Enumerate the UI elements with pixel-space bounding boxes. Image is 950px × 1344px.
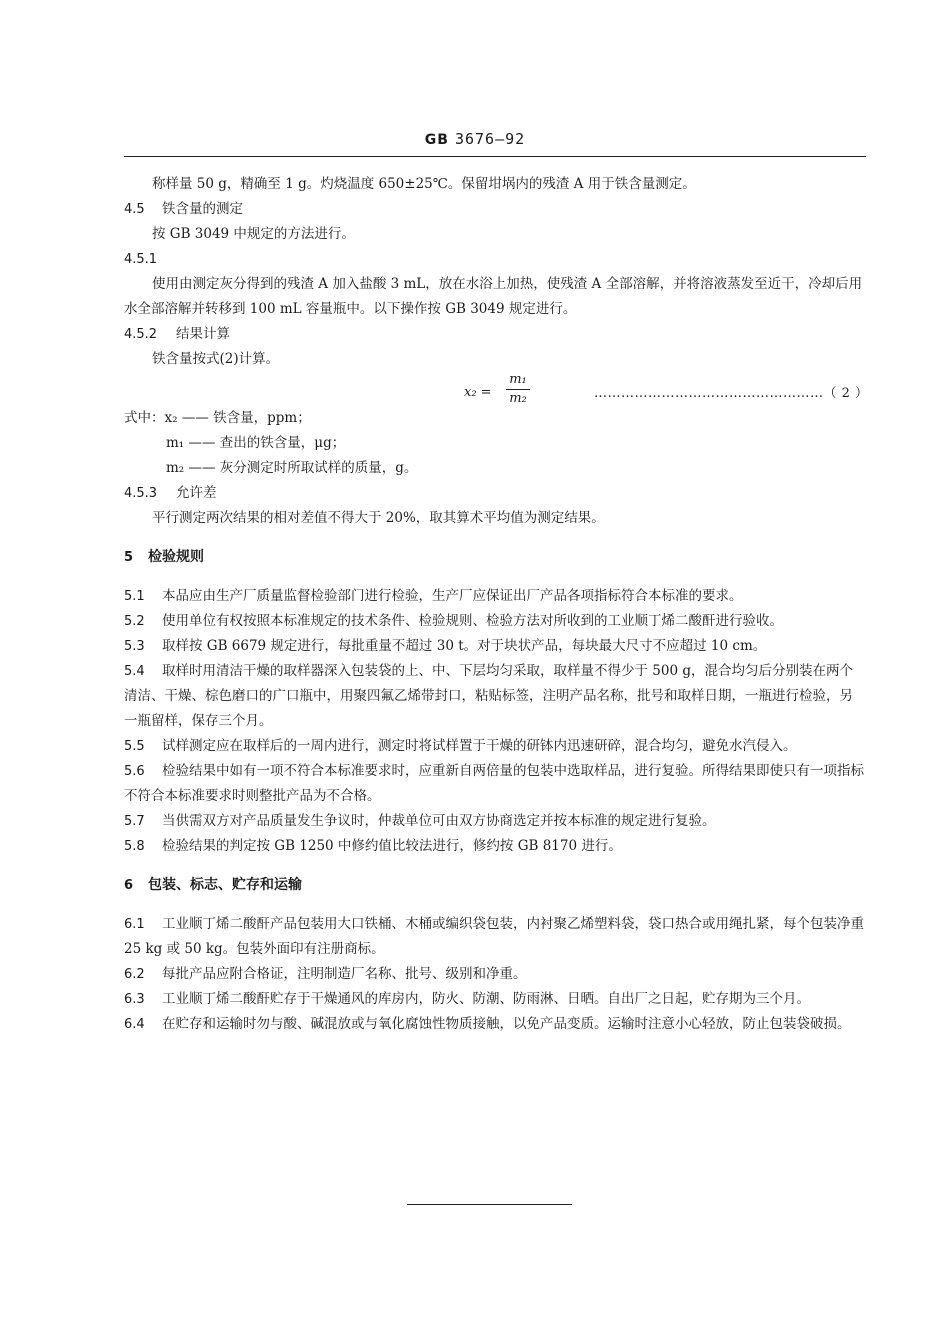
where-line-1: 式中：x₂ —— 铁含量，ppm； [124, 410, 311, 426]
clause-6-4: 6.4 在贮存和运输时勿与酸、碱混放或与氧化腐蚀性物质接触，以免产品变质。运输时注意小心轻放，防止包装袋破损。 [124, 1016, 851, 1032]
clause-6-3: 6.3 工业顺丁烯二酸酐贮存于干燥通风的库房内，防火、防潮、防雨淋、日晒。自出厂之日起，贮存期为三个月。 [124, 991, 810, 1007]
page-header [0, 130, 950, 148]
formula-2 [124, 372, 869, 406]
clause-5-4: 5.4 取样时用清洁干燥的取样器深入包装袋的上、中、下层均匀采取，取样量不得少于 500 g，混合均匀后分别装在两个清洁、干燥、棕色磨口的广口瓶中，用聚四氟乙烯带封口，粘贴标签，注明产品名称，批号和取样日期，一瓶进行检验，另一瓶留样，保存三个月。 [124, 663, 853, 729]
clause-5-1: 5.1 本品应由生产厂质量监督检验部门进行检验，生产厂应保证出厂产品各项指标符合本标准的要求。 [124, 588, 743, 604]
clause-5-6: 5.6 检验结果中如有一项不符合本标准要求时，应重新自两倍量的包装中选取样品，进行复验。所得结果即使只有一项指标不符合本标准要求时则整批产品为不合格。 [124, 763, 864, 804]
formula-numerator: m₁ [509, 372, 527, 387]
clause-5-3: 5.3 取样按 GB 6679 规定进行，每批重量不超过 30 t。对于块状产品，每块最大尺寸不应超过 10 cm。 [124, 638, 767, 654]
clause-5-5: 5.5 试样测定应在取样后的一周内进行，测定时将试样置于干燥的研钵内迅速研碎，混合均匀，避免水汽侵入。 [124, 738, 797, 754]
formula-fraction [506, 372, 530, 407]
clause-4-5-2-text: 铁含量按式(2)计算。 [152, 351, 280, 367]
standard-code: 3676—92 [454, 130, 526, 148]
where-line-2: m₁ —— 查出的铁含量，μg； [166, 435, 346, 451]
clause-4-5-heading: 4.5 铁含量的测定 [124, 201, 243, 217]
standard-prefix: GB [424, 132, 449, 148]
clause-6-2: 6.2 每批产品应附合格证，注明制造厂名称、批号、级别和净重。 [124, 966, 527, 982]
formula-number: ……………………………………………（ 2 ） [594, 386, 869, 401]
section-5-heading: 5 检验规则 [124, 549, 204, 565]
clause-4-5-text: 按 GB 3049 中规定的方法进行。 [152, 226, 355, 242]
formula-lhs: x₂ = [464, 385, 492, 400]
section-6-heading: 6 包装、标志、贮存和运输 [124, 877, 302, 893]
formula-denominator: m₂ [509, 391, 527, 406]
clause-5-2: 5.2 使用单位有权按照本标准规定的技术条件、检验规则、检验方法对所收到的工业顺丁烯二酸酐进行验收。 [124, 613, 783, 629]
where-line-3: m₂ —— 灰分测定时所取试样的质量，g。 [166, 460, 418, 476]
clause-5-7: 5.7 当供需双方对产品质量发生争议时，仲裁单位可由双方协商选定并按本标准的规定进行复验。 [124, 813, 716, 829]
clause-5-8: 5.8 检验结果的判定按 GB 1250 中修约值比较法进行，修约按 GB 8170 进行。 [124, 838, 622, 854]
clause-4-5-1-heading: 4.5.1 [124, 252, 158, 267]
clause-4-5-1-text: 使用由测定灰分得到的残渣 A 加入盐酸 3 mL，放在水浴上加热，使残渣 A 全部溶解，并将溶液蒸发至近干，冷却后用水全部溶解并转移到 100 mL 容量瓶中。以下操作按 GB 3049 规定进行。 [124, 276, 863, 317]
header-rule [124, 156, 866, 157]
end-rule [407, 1204, 572, 1205]
document-body [124, 172, 869, 1037]
clause-4-5-3-text: 平行测定两次结果的相对差值不得大于 20%，取其算术平均值为测定结果。 [152, 510, 605, 526]
clause-4-5-3-heading: 4.5.3 允许差 [124, 485, 217, 501]
clause-6-1: 6.1 工业顺丁烯二酸酐产品包装用大口铁桶、木桶或编织袋包装，内衬聚乙烯塑料袋，袋口热合或用绳扎紧，每个包装净重 25 kg 或 50 kg。包装外面印有注册商标。 [124, 916, 864, 957]
clause-4-4-continuation: 称样量 50 g，精确至 1 g。灼烧温度 650±25℃。保留坩埚内的残渣 A 用于铁含量测定。 [152, 176, 696, 192]
clause-4-5-2-heading: 4.5.2 结果计算 [124, 326, 230, 342]
